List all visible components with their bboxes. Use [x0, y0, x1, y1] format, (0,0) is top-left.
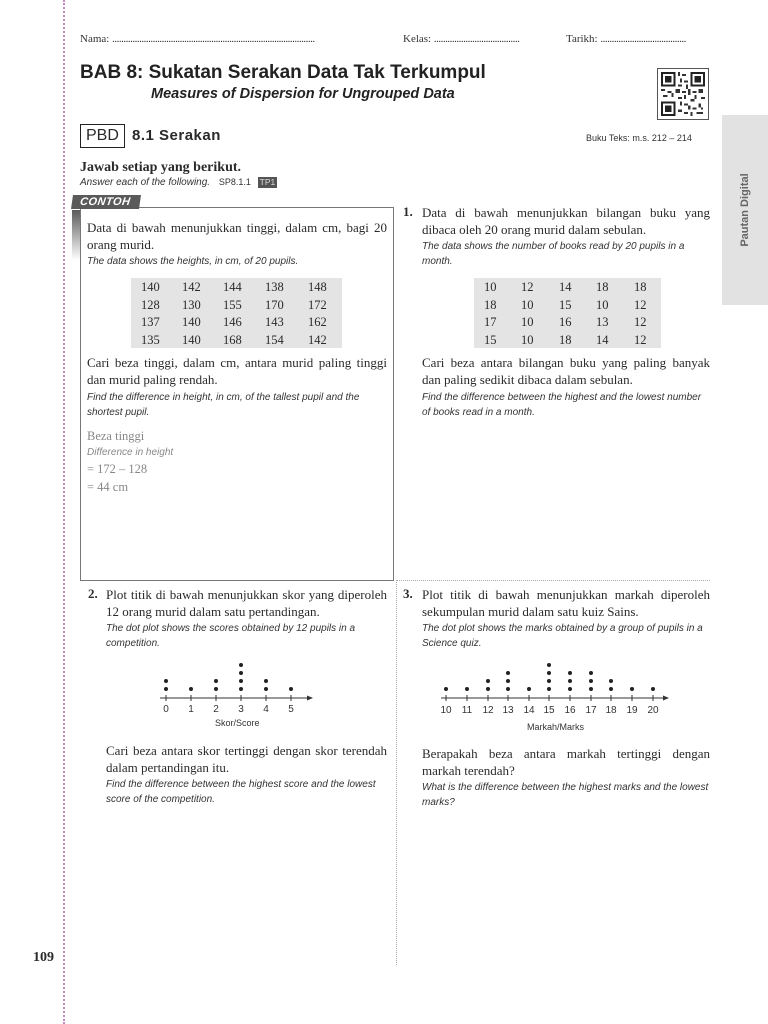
svg-text:13: 13 — [502, 705, 514, 716]
table-cell: 10 — [521, 315, 534, 329]
table-cell: 12 — [521, 280, 534, 294]
table-cell: 18 — [634, 280, 647, 294]
q2-text-ms: Plot titik di bawah menunjukkan skor yang diperoleh 12 orang murid dalam satu pertandingan. — [106, 587, 387, 619]
pbd-label: PBD — [80, 124, 125, 148]
table-cell: 140 — [182, 332, 201, 347]
table-cell: 18 — [559, 332, 572, 347]
name-label: Nama: — [80, 33, 110, 45]
example-data-table — [131, 278, 342, 348]
q1-number: 1. — [403, 204, 413, 219]
table-row — [484, 314, 647, 332]
q1-data-table — [474, 278, 661, 348]
date-dots: ...................................... — [600, 33, 686, 45]
example-tag-fold — [72, 210, 80, 260]
table-row — [141, 297, 327, 315]
table-cell: 17 — [484, 315, 497, 329]
q2-question — [106, 742, 387, 807]
table-row — [484, 332, 647, 350]
table-cell: 10 — [521, 297, 534, 312]
table-cell: 14 — [559, 280, 572, 294]
q3-question-ms: Berapakah beza antara markah tertinggi dengan markah terendah? — [422, 746, 710, 778]
q1-text-ms: Data di bawah menunjukkan bilangan buku yang dibaca oleh 20 orang murid dalam sebulan. — [422, 205, 710, 237]
table-cell: 12 — [634, 315, 647, 329]
q1-question-ms: Cari beza antara bilangan buku yang paling banyak dan paling sedikit dibaca dalam sebulan. — [422, 355, 710, 387]
table-cell: 15 — [484, 332, 497, 347]
table-cell: 137 — [141, 315, 160, 329]
q2-dot-plot — [155, 660, 320, 740]
q3-question-en: What is the difference between the highest marks and the lowest marks? — [422, 782, 709, 808]
table-cell: 14 — [596, 332, 609, 347]
table-row — [484, 279, 647, 297]
answer-label-ms: Beza tinggi — [87, 429, 145, 443]
q2-number: 2. — [88, 586, 98, 601]
table-cell: 130 — [182, 297, 201, 312]
table-cell: 142 — [182, 280, 201, 294]
name-field[interactable] — [80, 33, 315, 45]
table-cell: 10 — [596, 297, 609, 312]
table-cell: 138 — [265, 280, 284, 294]
table-row — [484, 297, 647, 315]
svg-text:3: 3 — [238, 704, 244, 715]
answer-line-1: = 172 – 128 — [87, 462, 148, 476]
name-dots: .......................................................................................... — [112, 33, 315, 45]
svg-text:15: 15 — [543, 705, 555, 716]
svg-text:11: 11 — [461, 705, 473, 716]
table-cell: 168 — [223, 332, 242, 347]
svg-text:4: 4 — [263, 704, 269, 715]
date-label: Tarikh: — [566, 33, 598, 45]
example-tag: CONTOH — [71, 195, 141, 209]
table-cell: 135 — [141, 332, 160, 347]
svg-text:12: 12 — [482, 705, 494, 716]
date-field[interactable] — [566, 33, 686, 45]
svg-text:17: 17 — [585, 705, 597, 716]
q3-question — [422, 745, 710, 810]
q2-question-ms: Cari beza antara skor tertinggi dengan skor terendah dalam pertandingan itu. — [106, 743, 387, 775]
table-cell: 154 — [265, 332, 284, 347]
table-cell: 140 — [182, 315, 201, 329]
q3-text-ms: Plot titik di bawah menunjukkan markah diperoleh sekumpulan murid dalam satu kuiz Sains. — [422, 587, 710, 619]
table-row — [141, 314, 327, 332]
q2-text-en: The dot plot shows the scores obtained by 12 pupils in a competition. — [106, 623, 356, 649]
example-text-en: The data shows the heights, in cm, of 20 pupils. — [87, 256, 299, 267]
q2-content — [106, 586, 387, 651]
q3-content — [422, 586, 710, 651]
q2-axis-label: Skor/Score — [215, 718, 260, 728]
divider-horizontal — [396, 580, 710, 581]
table-cell: 128 — [141, 297, 160, 312]
page-number: 109 — [33, 950, 54, 965]
answer-line-2: = 44 cm — [87, 480, 129, 494]
table-cell: 155 — [223, 297, 242, 312]
instruction-ms: Jawab setiap yang berikut. — [80, 160, 242, 175]
example-question-ms: Cari beza tinggi, dalam cm, antara murid paling tinggi dan murid paling rendah. — [87, 355, 387, 387]
example-content — [87, 219, 387, 269]
svg-text:5: 5 — [288, 704, 294, 715]
svg-text:1: 1 — [188, 704, 194, 715]
table-cell: 170 — [265, 297, 284, 312]
table-row — [141, 279, 327, 297]
divider-vertical — [396, 580, 397, 965]
table-row — [141, 332, 327, 350]
chapter-subtitle: Measures of Dispersion for Ungrouped Data — [151, 86, 455, 102]
table-cell: 10 — [484, 280, 497, 294]
q1-question — [422, 354, 710, 420]
table-cell: 18 — [484, 297, 497, 312]
table-cell: 18 — [596, 280, 609, 294]
example-question-en: Find the difference in height, in cm, of the tallest pupil and the shortest pupil. — [87, 392, 360, 418]
table-cell: 12 — [634, 297, 647, 312]
svg-text:20: 20 — [647, 705, 659, 716]
tp-badge: TP1 — [259, 177, 276, 187]
margin-line — [63, 0, 65, 1024]
instruction-en-row — [80, 177, 277, 188]
section-title: 8.1 Serakan — [132, 127, 221, 144]
table-cell: 144 — [223, 280, 242, 294]
digital-link-tab[interactable] — [722, 115, 768, 305]
table-cell: 15 — [559, 297, 572, 312]
q1-text-en: The data shows the number of books read by 20 pupils in a month. — [422, 241, 685, 267]
table-cell: 162 — [308, 315, 327, 329]
svg-text:18: 18 — [605, 705, 617, 716]
table-cell: 148 — [308, 280, 327, 294]
table-cell: 13 — [596, 315, 609, 329]
class-label: Kelas: — [403, 33, 432, 45]
q1-content — [422, 204, 710, 269]
q1-question-en: Find the difference between the highest and the lowest number of books read in a month. — [422, 392, 702, 418]
digital-link-label: Pautan Digital — [739, 173, 751, 247]
instruction-en: Answer each of the following. — [80, 177, 211, 188]
q2-question-en: Find the difference between the highest score and the lowest score of the competition. — [106, 779, 376, 805]
answer-label-en: Difference in height — [87, 447, 174, 458]
q3-number: 3. — [403, 586, 413, 601]
q3-text-en: The dot plot shows the marks obtained by a group of pupils in a Science quiz. — [422, 623, 703, 649]
table-cell: 16 — [559, 315, 572, 329]
example-question — [87, 354, 387, 420]
example-answer — [87, 427, 387, 496]
svg-text:14: 14 — [523, 705, 535, 716]
class-field[interactable] — [403, 33, 519, 45]
svg-text:16: 16 — [564, 705, 576, 716]
table-cell: 146 — [223, 315, 242, 329]
textbook-reference: Buku Teks: m.s. 212 – 214 — [586, 133, 692, 143]
class-dots: ...................................... — [433, 33, 520, 45]
table-cell: 172 — [308, 297, 327, 312]
table-cell: 10 — [521, 332, 534, 347]
table-cell: 12 — [634, 332, 647, 347]
qr-code-icon[interactable] — [657, 68, 709, 120]
example-text-ms: Data di bawah menunjukkan tinggi, dalam cm, bagi 20 orang murid. — [87, 220, 387, 252]
svg-text:0: 0 — [163, 704, 169, 715]
svg-text:19: 19 — [626, 705, 638, 716]
table-cell: 142 — [308, 332, 327, 347]
table-cell: 140 — [141, 280, 160, 294]
chapter-title: BAB 8: Sukatan Serakan Data Tak Terkumpul — [80, 62, 486, 83]
sp-code: SP8.1.1 — [218, 177, 251, 187]
q3-axis-label: Markah/Marks — [527, 722, 585, 732]
svg-text:2: 2 — [213, 704, 219, 715]
table-cell: 143 — [265, 315, 284, 329]
svg-text:10: 10 — [440, 705, 452, 716]
